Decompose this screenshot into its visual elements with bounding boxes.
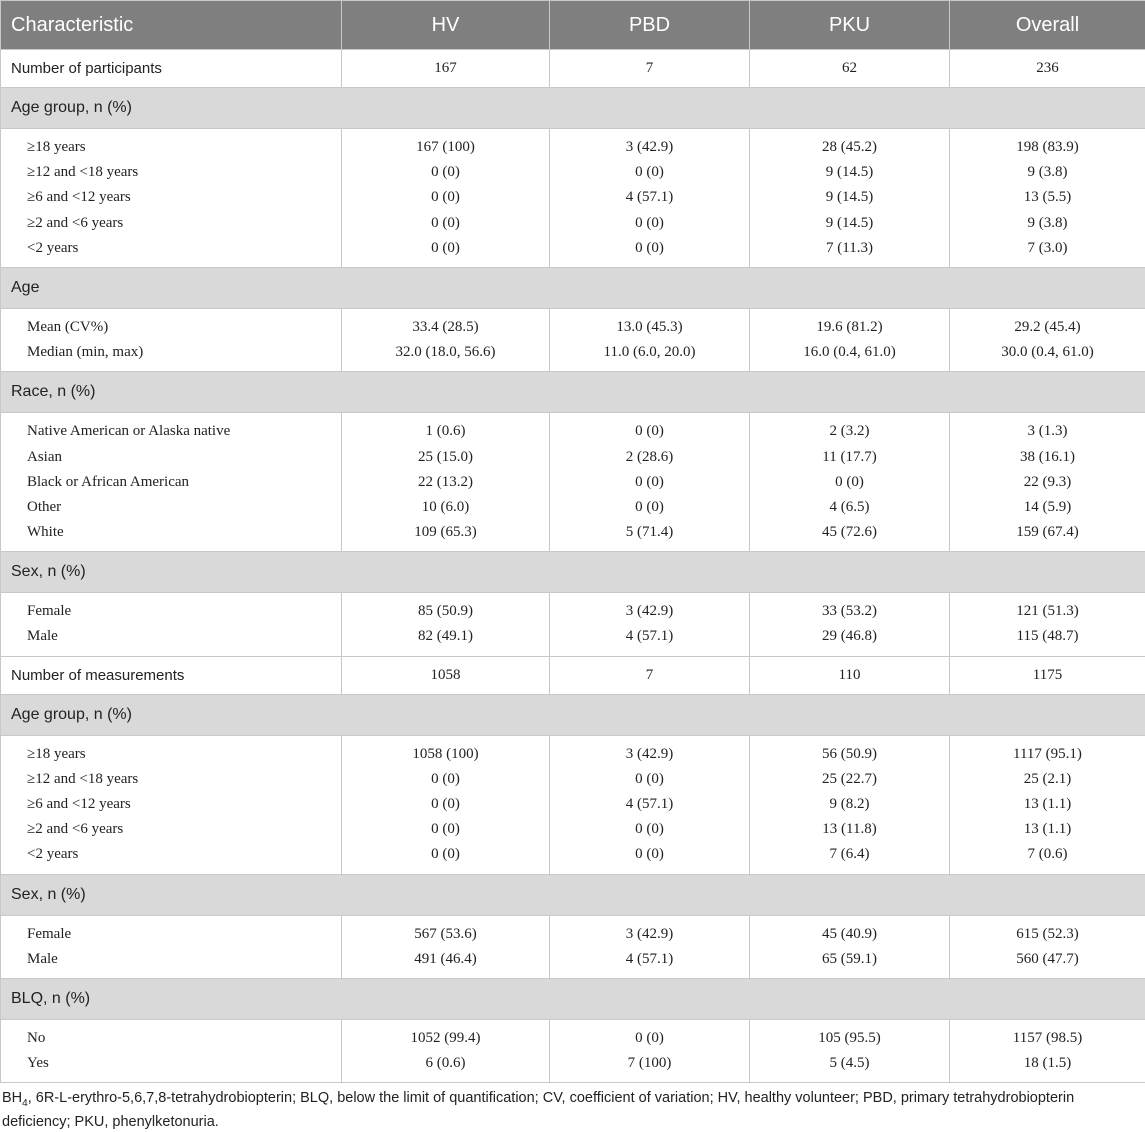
row-label: <2 years (1, 842, 341, 867)
section-label: Race, n (%) (1, 372, 1145, 413)
value-cell: 0 (0) (550, 419, 749, 444)
value-cell: 9 (8.2) (750, 792, 949, 817)
value-cell: 29 (46.8) (750, 624, 949, 649)
value-cell: 0 (0) (342, 185, 549, 210)
value-cell: 0 (0) (550, 767, 749, 792)
value-column-cell (342, 593, 550, 656)
value-column-cell (950, 1019, 1145, 1082)
value-cell: 30.0 (0.4, 61.0) (950, 340, 1145, 365)
value-column-cell (342, 915, 550, 978)
value-cell: 567 (53.6) (342, 922, 549, 947)
row-labels (1, 593, 342, 656)
row-label: ≥12 and <18 years (1, 160, 341, 185)
value-cell: 121 (51.3) (950, 599, 1145, 624)
value-cell: 7 (3.0) (950, 236, 1145, 261)
value-cell: 0 (0) (342, 160, 549, 185)
value-column-cell (550, 129, 750, 268)
table-row-group (1, 413, 1145, 552)
value-cell: 14 (5.9) (950, 495, 1145, 520)
value-column-cell (950, 735, 1145, 874)
value-cell: 33.4 (28.5) (342, 315, 549, 340)
value-column-cell (950, 413, 1145, 552)
value-cell: 1058 (100) (342, 742, 549, 767)
value-cell: 0 (0) (550, 842, 749, 867)
table-row-group (1, 129, 1145, 268)
section-label: Age group, n (%) (1, 88, 1145, 129)
table-row-group (1, 735, 1145, 874)
section-label: Age (1, 267, 1145, 308)
value-column-cell (342, 413, 550, 552)
row-label: Male (1, 624, 341, 649)
section-row (1, 978, 1145, 1019)
row-label: Other (1, 495, 341, 520)
value-column-cell (750, 735, 950, 874)
value-cell: 0 (0) (550, 470, 749, 495)
value-cell: 115 (48.7) (950, 624, 1145, 649)
value-cell: 11 (17.7) (750, 445, 949, 470)
value-cell: 25 (15.0) (342, 445, 549, 470)
row-label: ≥18 years (1, 742, 341, 767)
value-cell: 0 (0) (342, 792, 549, 817)
section-label: Sex, n (%) (1, 874, 1145, 915)
value-cell: 4 (57.1) (550, 185, 749, 210)
table-row-group (1, 308, 1145, 371)
value-cell: 25 (2.1) (950, 767, 1145, 792)
value-cell: 7 (11.3) (750, 236, 949, 261)
value-cell: 4 (6.5) (750, 495, 949, 520)
value-cell: 56 (50.9) (750, 742, 949, 767)
table-row-group (1, 1019, 1145, 1082)
value-cell: 0 (0) (550, 495, 749, 520)
value-cell: 65 (59.1) (750, 947, 949, 972)
section-row (1, 88, 1145, 129)
value-column-cell (550, 915, 750, 978)
value-cell: 5 (71.4) (550, 520, 749, 545)
value-cell: 167 (100) (342, 135, 549, 160)
value-column-cell (550, 308, 750, 371)
value-cell: 0 (0) (342, 817, 549, 842)
value-cell: 0 (0) (550, 1026, 749, 1051)
value-cell: 3 (42.9) (550, 135, 749, 160)
value-cell: 1175 (950, 656, 1145, 694)
value-cell: 109 (65.3) (342, 520, 549, 545)
row-label: White (1, 520, 341, 545)
value-column-cell (550, 593, 750, 656)
value-column-cell (750, 1019, 950, 1082)
value-cell: 38 (16.1) (950, 445, 1145, 470)
row-label: <2 years (1, 236, 341, 261)
value-cell: 7 (0.6) (950, 842, 1145, 867)
value-cell: 4 (57.1) (550, 624, 749, 649)
section-label: Sex, n (%) (1, 552, 1145, 593)
value-column-cell (950, 915, 1145, 978)
section-row (1, 267, 1145, 308)
value-cell: 0 (0) (550, 817, 749, 842)
value-cell: 0 (0) (342, 767, 549, 792)
value-cell: 0 (0) (750, 470, 949, 495)
row-label: Black or African American (1, 470, 341, 495)
value-column-cell (342, 1019, 550, 1082)
value-column-cell (550, 735, 750, 874)
value-cell: 29.2 (45.4) (950, 315, 1145, 340)
row-label: Female (1, 599, 341, 624)
footnote-bh4: BH (2, 1090, 22, 1106)
value-cell: 7 (550, 50, 750, 88)
value-cell: 1052 (99.4) (342, 1026, 549, 1051)
table-row-group (1, 593, 1145, 656)
header-pku: PKU (750, 1, 950, 50)
footnote-bh4-subscript: 4 (22, 1098, 28, 1109)
value-cell: 25 (22.7) (750, 767, 949, 792)
value-column-cell (550, 413, 750, 552)
row-label: Male (1, 947, 341, 972)
row-label: ≥6 and <12 years (1, 185, 341, 210)
value-cell: 2 (28.6) (550, 445, 749, 470)
row-label: Native American or Alaska native (1, 419, 341, 444)
header-characteristic: Characteristic (1, 1, 342, 50)
value-cell: 9 (3.8) (950, 211, 1145, 236)
value-column-cell (750, 915, 950, 978)
value-column-cell (342, 735, 550, 874)
value-cell: 5 (4.5) (750, 1051, 949, 1076)
value-cell: 7 (100) (550, 1051, 749, 1076)
value-cell: 198 (83.9) (950, 135, 1145, 160)
value-cell: 45 (40.9) (750, 922, 949, 947)
row-label: Number of measurements (1, 656, 342, 694)
section-row (1, 372, 1145, 413)
value-cell: 1058 (342, 656, 550, 694)
value-cell: 3 (1.3) (950, 419, 1145, 444)
section-row (1, 694, 1145, 735)
value-cell: 0 (0) (550, 160, 749, 185)
value-cell: 0 (0) (550, 211, 749, 236)
table-row-group (1, 915, 1145, 978)
value-cell: 4 (57.1) (550, 947, 749, 972)
value-column-cell (950, 593, 1145, 656)
footnote (0, 1083, 1145, 1132)
value-cell: 28 (45.2) (750, 135, 949, 160)
row-label: Number of participants (1, 50, 342, 88)
value-cell: 9 (14.5) (750, 211, 949, 236)
row-label: ≥18 years (1, 135, 341, 160)
table-row (1, 50, 1145, 88)
value-cell: 1157 (98.5) (950, 1026, 1145, 1051)
value-cell: 32.0 (18.0, 56.6) (342, 340, 549, 365)
value-cell: 0 (0) (342, 236, 549, 261)
value-cell: 615 (52.3) (950, 922, 1145, 947)
value-cell: 7 (550, 656, 750, 694)
value-cell: 9 (14.5) (750, 160, 949, 185)
value-cell: 62 (750, 50, 950, 88)
value-cell: 3 (42.9) (550, 742, 749, 767)
value-cell: 110 (750, 656, 950, 694)
value-cell: 3 (42.9) (550, 922, 749, 947)
value-cell: 6 (0.6) (342, 1051, 549, 1076)
value-column-cell (550, 1019, 750, 1082)
value-cell: 22 (9.3) (950, 470, 1145, 495)
row-labels (1, 413, 342, 552)
row-label: Yes (1, 1051, 341, 1076)
row-labels (1, 735, 342, 874)
value-column-cell (750, 129, 950, 268)
header-overall: Overall (950, 1, 1145, 50)
header-row (1, 1, 1145, 50)
value-cell: 22 (13.2) (342, 470, 549, 495)
value-cell: 82 (49.1) (342, 624, 549, 649)
value-cell: 236 (950, 50, 1145, 88)
value-cell: 13.0 (45.3) (550, 315, 749, 340)
value-cell: 491 (46.4) (342, 947, 549, 972)
value-cell: 11.0 (6.0, 20.0) (550, 340, 749, 365)
row-label: ≥2 and <6 years (1, 211, 341, 236)
value-cell: 45 (72.6) (750, 520, 949, 545)
value-cell: 0 (0) (342, 211, 549, 236)
value-cell: 159 (67.4) (950, 520, 1145, 545)
table-body (1, 50, 1145, 1083)
value-cell: 13 (5.5) (950, 185, 1145, 210)
value-cell: 2 (3.2) (750, 419, 949, 444)
section-row (1, 874, 1145, 915)
value-cell: 560 (47.7) (950, 947, 1145, 972)
row-label: Asian (1, 445, 341, 470)
value-column-cell (950, 308, 1145, 371)
value-cell: 167 (342, 50, 550, 88)
value-column-cell (750, 593, 950, 656)
value-cell: 1117 (95.1) (950, 742, 1145, 767)
row-label: No (1, 1026, 341, 1051)
header-hv: HV (342, 1, 550, 50)
row-label: Mean (CV%) (1, 315, 341, 340)
row-labels (1, 1019, 342, 1082)
row-label: ≥6 and <12 years (1, 792, 341, 817)
row-label: ≥12 and <18 years (1, 767, 341, 792)
value-cell: 33 (53.2) (750, 599, 949, 624)
value-column-cell (950, 129, 1145, 268)
value-cell: 13 (1.1) (950, 792, 1145, 817)
header-pbd: PBD (550, 1, 750, 50)
row-label: ≥2 and <6 years (1, 817, 341, 842)
value-cell: 85 (50.9) (342, 599, 549, 624)
value-cell: 13 (1.1) (950, 817, 1145, 842)
value-cell: 3 (42.9) (550, 599, 749, 624)
row-labels (1, 915, 342, 978)
value-column-cell (750, 308, 950, 371)
row-labels (1, 129, 342, 268)
value-cell: 13 (11.8) (750, 817, 949, 842)
value-cell: 19.6 (81.2) (750, 315, 949, 340)
value-cell: 0 (0) (342, 842, 549, 867)
value-column-cell (342, 129, 550, 268)
section-label: Age group, n (%) (1, 694, 1145, 735)
value-cell: 9 (3.8) (950, 160, 1145, 185)
value-cell: 16.0 (0.4, 61.0) (750, 340, 949, 365)
row-labels (1, 308, 342, 371)
value-cell: 7 (6.4) (750, 842, 949, 867)
value-cell: 18 (1.5) (950, 1051, 1145, 1076)
row-label: Median (min, max) (1, 340, 341, 365)
value-column-cell (750, 413, 950, 552)
value-column-cell (342, 308, 550, 371)
value-cell: 10 (6.0) (342, 495, 549, 520)
value-cell: 9 (14.5) (750, 185, 949, 210)
value-cell: 105 (95.5) (750, 1026, 949, 1051)
value-cell: 0 (0) (550, 236, 749, 261)
section-row (1, 552, 1145, 593)
table-row (1, 656, 1145, 694)
value-cell: 1 (0.6) (342, 419, 549, 444)
row-label: Female (1, 922, 341, 947)
value-cell: 4 (57.1) (550, 792, 749, 817)
section-label: BLQ, n (%) (1, 978, 1145, 1019)
footnote-text: , 6R-L-erythro-5,6,7,8-tetrahydrobiopterin; BLQ, below the limit of quantification; CV, coefficient of variation; HV, healthy volunteer; PBD, primary tetrahydrobiopterin deficiency; PKU, phenylketonuria. (2, 1090, 1074, 1130)
